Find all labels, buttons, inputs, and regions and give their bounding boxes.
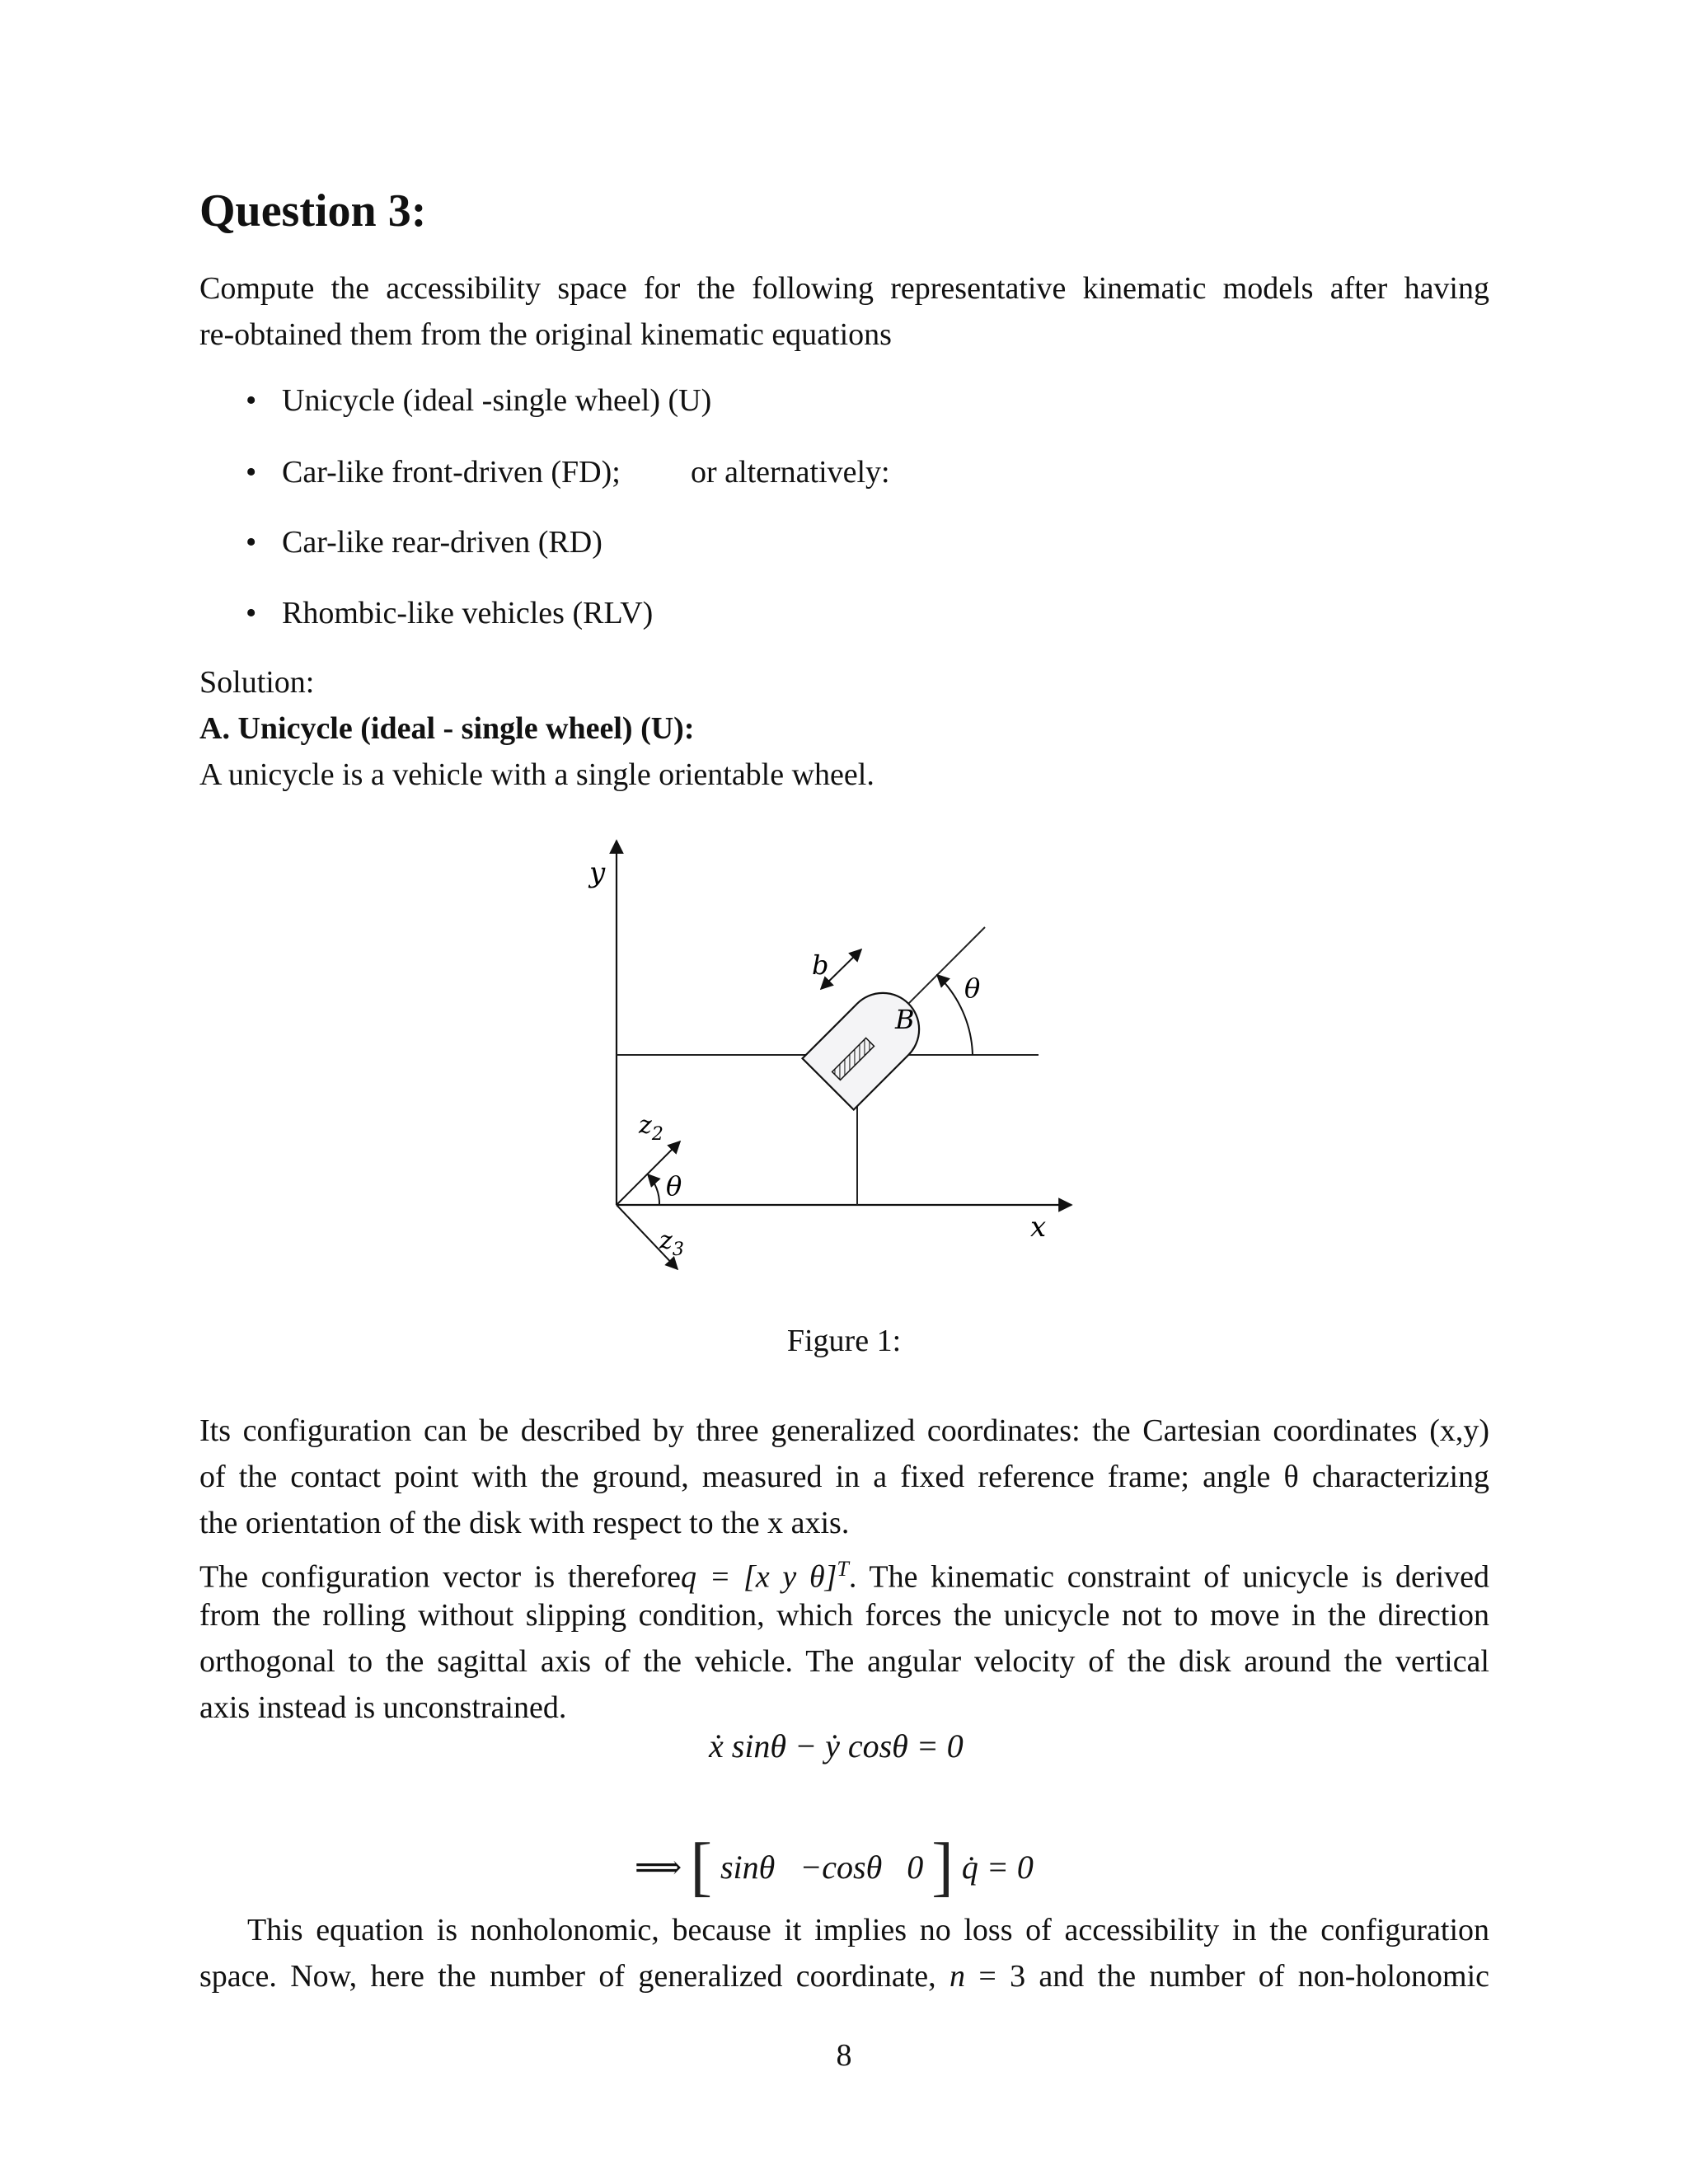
theta-arc-bottom (648, 1174, 659, 1205)
b-label: b (812, 949, 829, 981)
closing-line-2 (199, 1953, 1489, 1999)
left-bracket: [ (690, 1830, 712, 1903)
bullet-label: Car-like rear-driven (RD) (282, 525, 603, 560)
transpose-superscript: T (837, 1557, 849, 1581)
bullet-label: Unicycle (ideal -single wheel) (U) (282, 383, 712, 418)
bullet-icon: • (246, 596, 257, 630)
constraint-equation: ẋ sinθ − ẏ cosθ = 0 (709, 1727, 964, 1765)
bullet-alternative-text: or alternatively: (691, 455, 890, 490)
figure-caption: Figure 1: (786, 1324, 902, 1358)
z3-label: $z_3$ (659, 1226, 684, 1260)
point-b-label: B (895, 1004, 915, 1035)
closing-line-1: This equation is nonholonomic, because it implies no loss of accessibility in the configuration (247, 1913, 1489, 1947)
matrix-equation (635, 1830, 1034, 1905)
n-variable: n (950, 1959, 965, 1994)
config-line-7: axis instead is unconstrained. (199, 1690, 567, 1725)
theta-label-bottom: θ (666, 1170, 682, 1202)
bullet-item (246, 449, 1235, 495)
closing-line-2-text: space. Now, here the number of generalized coordinate, (199, 1959, 950, 1994)
x-axis-label: x (1030, 1211, 1047, 1244)
y-axis-label: y (589, 856, 606, 889)
bullet-icon: • (246, 383, 257, 418)
intro-paragraph-line-2: re-obtained them from the original kinematic equations (199, 317, 892, 352)
implies-symbol: ⟹ (635, 1849, 682, 1886)
section-a-text: A unicycle is a vehicle with a single orientable wheel. (199, 757, 874, 792)
theta-label-top: θ (964, 972, 981, 1004)
matrix-rhs: q̇ = 0 (961, 1849, 1034, 1886)
config-line-4-rest: . The kinematic constraint of unicycle is derived (848, 1559, 1490, 1595)
config-line-1: Its configuration can be described by three generalized coordinates: the Cartesian coordinates (x,y) (199, 1413, 1489, 1448)
intro-paragraph-line-1: Compute the accessibility space for the following representative kinematic models after having (199, 271, 1489, 306)
section-a-heading: A. Unicycle (ideal - single wheel) (U): (199, 711, 695, 746)
z2-label: $z_2$ (639, 1111, 663, 1145)
bullet-icon: • (246, 455, 257, 490)
unicycle-figure (528, 824, 1104, 1310)
bullet-item (246, 519, 603, 565)
bullet-item (246, 590, 653, 636)
config-line-3: the orientation of the disk with respect to the x axis. (199, 1506, 850, 1540)
config-vector-math: q = [x y θ] (681, 1559, 837, 1595)
question-title: Question 3: (199, 185, 427, 237)
page-number: 8 (836, 2038, 852, 2073)
bullet-label: Car-like front-driven (FD); (282, 455, 621, 490)
right-bracket: ] (931, 1830, 954, 1903)
solution-label: Solution: (199, 665, 315, 700)
config-line-5: from the rolling without slipping condition, which forces the unicycle not to move in the direction (199, 1598, 1489, 1633)
bullet-label: Rhombic-like vehicles (RLV) (282, 596, 654, 630)
config-line-6: orthogonal to the sagittal axis of the vehicle. The angular velocity of the disk around the vertical (199, 1644, 1489, 1679)
matrix-row: sinθ −cosθ 0 (720, 1849, 924, 1886)
config-line-4-text: The configuration vector is therefore (199, 1559, 681, 1595)
config-line-2: of the contact point with the ground, measured in a fixed reference frame; angle θ characterizing (199, 1460, 1489, 1494)
bullet-item (246, 377, 711, 424)
bullet-icon: • (246, 525, 257, 560)
closing-line-2-rest: = 3 and the number of non-holonomic (965, 1959, 1489, 1994)
